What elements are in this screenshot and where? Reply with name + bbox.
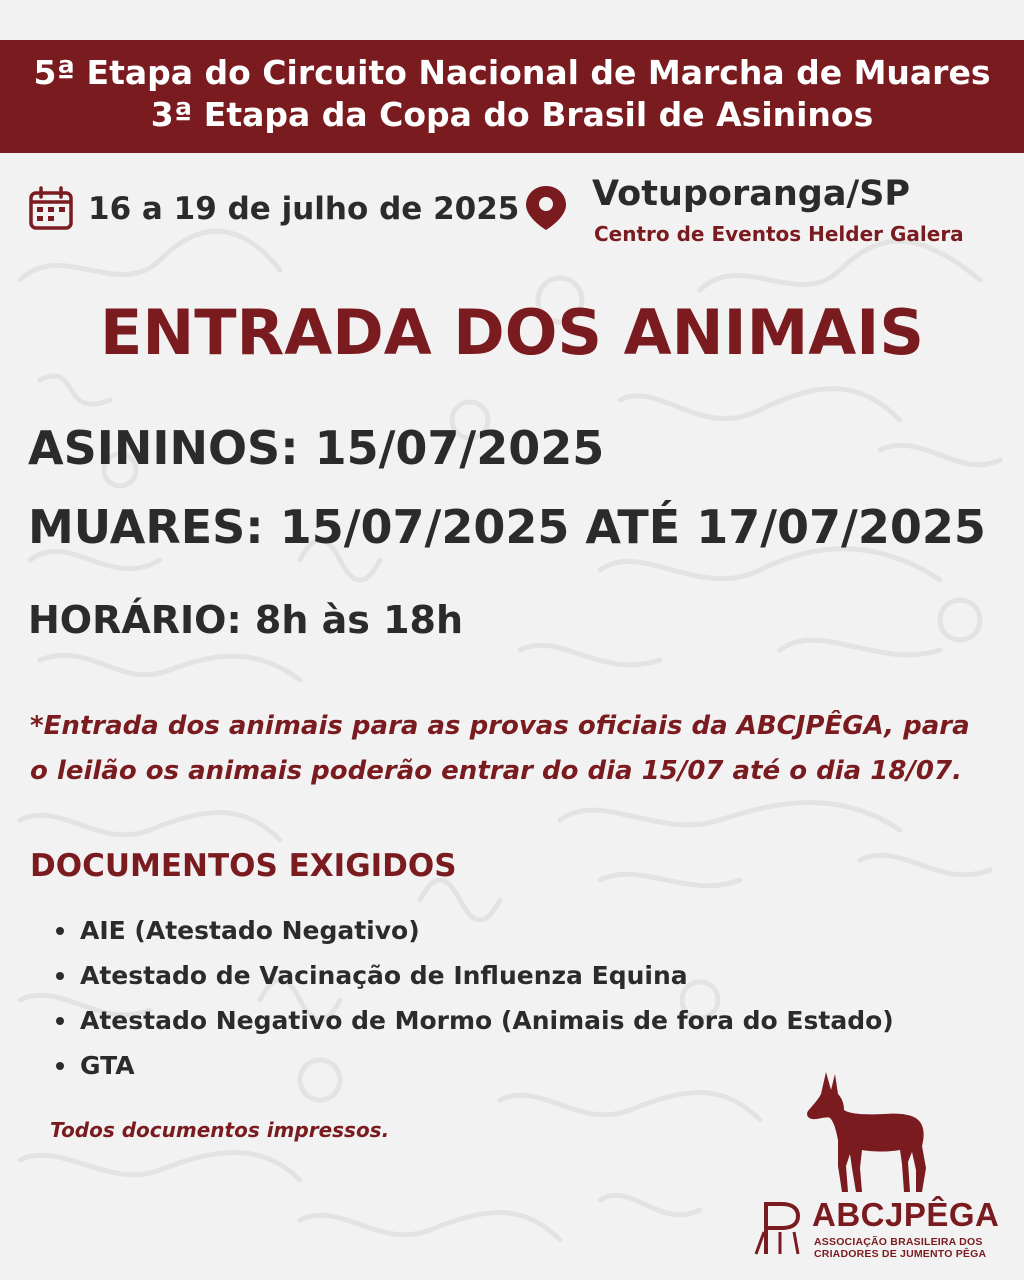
schedule-hours: HORÁRIO: 8h às 18h (28, 598, 464, 642)
donkey-icon (804, 1070, 934, 1199)
banner-line-2: 3ª Etapa da Copa do Brasil de Asininos (150, 95, 874, 134)
bullet-icon (56, 972, 64, 980)
document-label: Atestado de Vacinação de Influenza Equina (80, 961, 688, 990)
logo-subtitle-line-1: ASSOCIAÇÃO BRASILEIRA DOS (814, 1236, 983, 1248)
document-label: Atestado Negativo de Mormo (Animais de fora do Estado) (80, 1006, 894, 1035)
map-pin-icon (522, 184, 570, 236)
logo-subtitle-line-2: CRIADORES DE JUMENTO PÊGA (814, 1248, 987, 1260)
bullet-icon (56, 1017, 64, 1025)
list-item (50, 953, 894, 998)
event-city: Votuporanga/SP (592, 174, 911, 214)
entry-note: *Entrada dos animais para as provas oficiais da ABCJPÊGA, para o leilão os animais poderão entrar do dia 15/07 até o dia 18/07. (30, 711, 970, 786)
page-title: ENTRADA DOS ANIMAIS (99, 296, 925, 369)
logo-mark-icon (754, 1196, 806, 1260)
banner-line-1: 5ª Etapa do Circuito Nacional de Marcha de Muares (33, 53, 991, 92)
asininos-date: ASININOS: 15/07/2025 (28, 421, 605, 475)
bullet-icon (56, 1062, 64, 1070)
documents-list (50, 908, 894, 1088)
event-dates: 16 a 19 de julho de 2025 (88, 191, 520, 227)
event-date (28, 186, 519, 232)
list-item (50, 1043, 894, 1088)
title-banner (0, 40, 1024, 153)
document-label: AIE (Atestado Negativo) (80, 916, 420, 945)
document-label: GTA (80, 1051, 135, 1080)
documents-footnote: Todos documentos impressos. (50, 1118, 390, 1142)
muares-dates: MUARES: 15/07/2025 ATÉ 17/07/2025 (28, 500, 986, 554)
bullet-icon (56, 927, 64, 935)
calendar-icon (28, 186, 74, 232)
list-item (50, 998, 894, 1043)
event-venue: Centro de Eventos Helder Galera (594, 222, 964, 246)
logo-name: ABCJPÊGA (812, 1196, 1000, 1233)
list-item (50, 908, 894, 953)
documents-title: DOCUMENTOS EXIGIDOS (30, 848, 457, 884)
